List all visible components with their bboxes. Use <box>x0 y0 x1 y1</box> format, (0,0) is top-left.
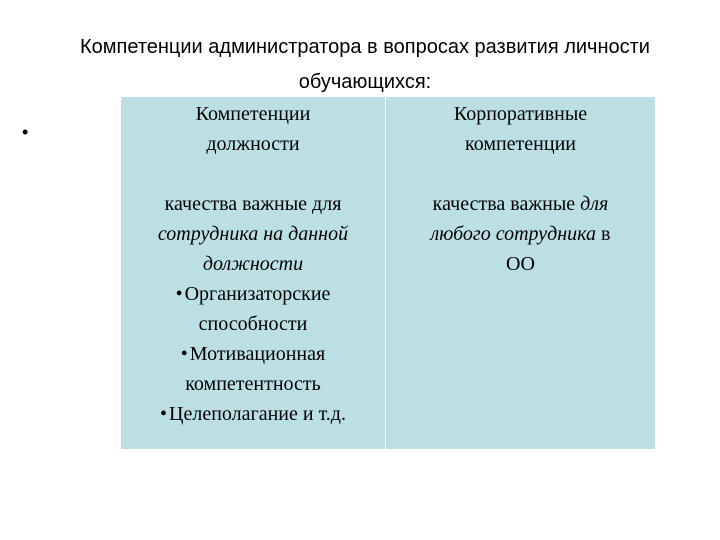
bullet-marker: • <box>22 122 29 142</box>
header-right-line-2: компетенции <box>465 133 576 155</box>
corporate-competencies-description <box>386 172 655 449</box>
header-corporate-competencies <box>386 97 655 172</box>
list-item-organizational: • Организаторские <box>121 279 385 309</box>
right-line-3: ОО <box>506 253 535 275</box>
left-intro-line-1: качества важные для <box>164 193 342 215</box>
right-line-2-plain: в <box>600 223 611 245</box>
list-item-organizational-cont: способности <box>198 313 308 335</box>
title-line-2: обучающихся: <box>298 71 432 93</box>
right-line-2-italic: любого сотрудника <box>430 223 596 245</box>
right-line-1-plain: качества важные <box>432 193 576 215</box>
slide-title <box>30 30 700 100</box>
header-right-line-1: Корпоративные <box>453 103 588 125</box>
title-line-1: Компетенции администратора в вопросах развития личности <box>80 36 650 58</box>
right-line-1 <box>386 189 655 219</box>
left-intro-line-2: сотрудника на данной <box>157 223 349 245</box>
right-line-1-italic: для <box>580 193 609 215</box>
list-item-goal-setting: • Целеполагание и т.д. <box>121 399 385 429</box>
right-line-2 <box>386 219 655 249</box>
list-item-motivational: • Мотивационная <box>121 339 385 369</box>
header-left-line-2: должности <box>206 133 300 155</box>
header-left-line-1: Компетенции <box>195 103 311 125</box>
left-intro-line-3: должности <box>202 253 304 275</box>
list-item-motivational-cont: компетентность <box>185 373 321 395</box>
competencies-table <box>121 97 655 449</box>
job-competencies-description <box>121 172 386 449</box>
header-job-competencies <box>121 97 386 172</box>
